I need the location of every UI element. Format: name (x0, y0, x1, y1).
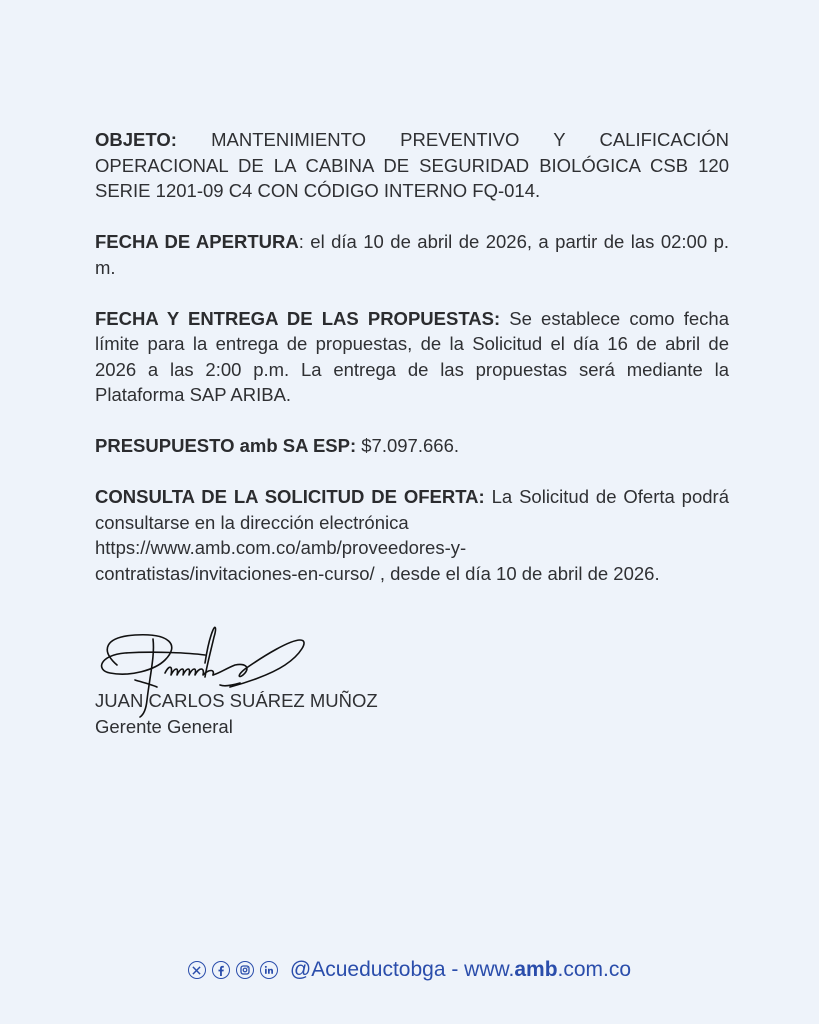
consulta-paragraph (95, 484, 729, 535)
linkedin-icon[interactable] (260, 961, 278, 979)
apertura-paragraph (95, 229, 729, 280)
presupuesto-paragraph (95, 433, 729, 459)
consulta-url-line1[interactable]: https://www.amb.com.co/amb/proveedores-y- (95, 537, 467, 558)
signature-block (95, 620, 455, 750)
presupuesto-label: PRESUPUESTO amb SA ESP: (95, 435, 357, 456)
objeto-label: OBJETO: (95, 129, 177, 150)
signatory-role: Gerente General (95, 716, 233, 737)
footer-contact[interactable] (290, 958, 631, 982)
apertura-text: : el día 10 de abril de 2026, a partir de las 02:00 p. m. (95, 231, 729, 278)
consulta-label: CONSULTA DE LA SOLICITUD DE OFERTA: (95, 486, 485, 507)
footer-domain-bold: amb (514, 958, 558, 981)
document-body (95, 127, 729, 612)
entrega-paragraph (95, 306, 729, 408)
apertura-label: FECHA DE APERTURA (95, 231, 299, 252)
footer-domain-end: .com.co (557, 958, 632, 981)
presupuesto-text: $7.097.666. (356, 435, 459, 456)
footer-handle: @Acueductobga - www. (289, 958, 515, 981)
entrega-label: FECHA Y ENTREGA DE LAS PROPUESTAS: (95, 307, 501, 329)
consulta-text: La Solicitud de Oferta podrá consultarse en la dirección electrónica (95, 486, 729, 533)
x-icon[interactable] (188, 961, 206, 979)
consulta-url-line2: contratistas/invitaciones-en-curso/ , desde el día 10 de abril de 2026. (95, 562, 660, 584)
facebook-icon[interactable] (212, 961, 230, 979)
objeto-text: MANTENIMIENTO PREVENTIVO Y CALIFICACIÓN OPERACIONAL DE LA CABINA DE SEGURIDAD BIOLÓGICA CSB 120 SERIE 1201-09 C4 CON CÓDIGO INTERNO FQ-014. (95, 129, 729, 201)
signatory-name: JUAN CARLOS SUÁREZ MUÑOZ (95, 690, 378, 711)
entrega-text: Se establece como fecha límite para la entrega de propuestas, de la Solicitud el día 16 de abril de 2026 a las 2:00 p.m. La entrega de las propuestas será mediante la Plataforma SAP ARIBA. (95, 307, 729, 405)
objeto-paragraph (95, 127, 729, 204)
footer (0, 956, 819, 984)
instagram-icon[interactable] (236, 961, 254, 979)
